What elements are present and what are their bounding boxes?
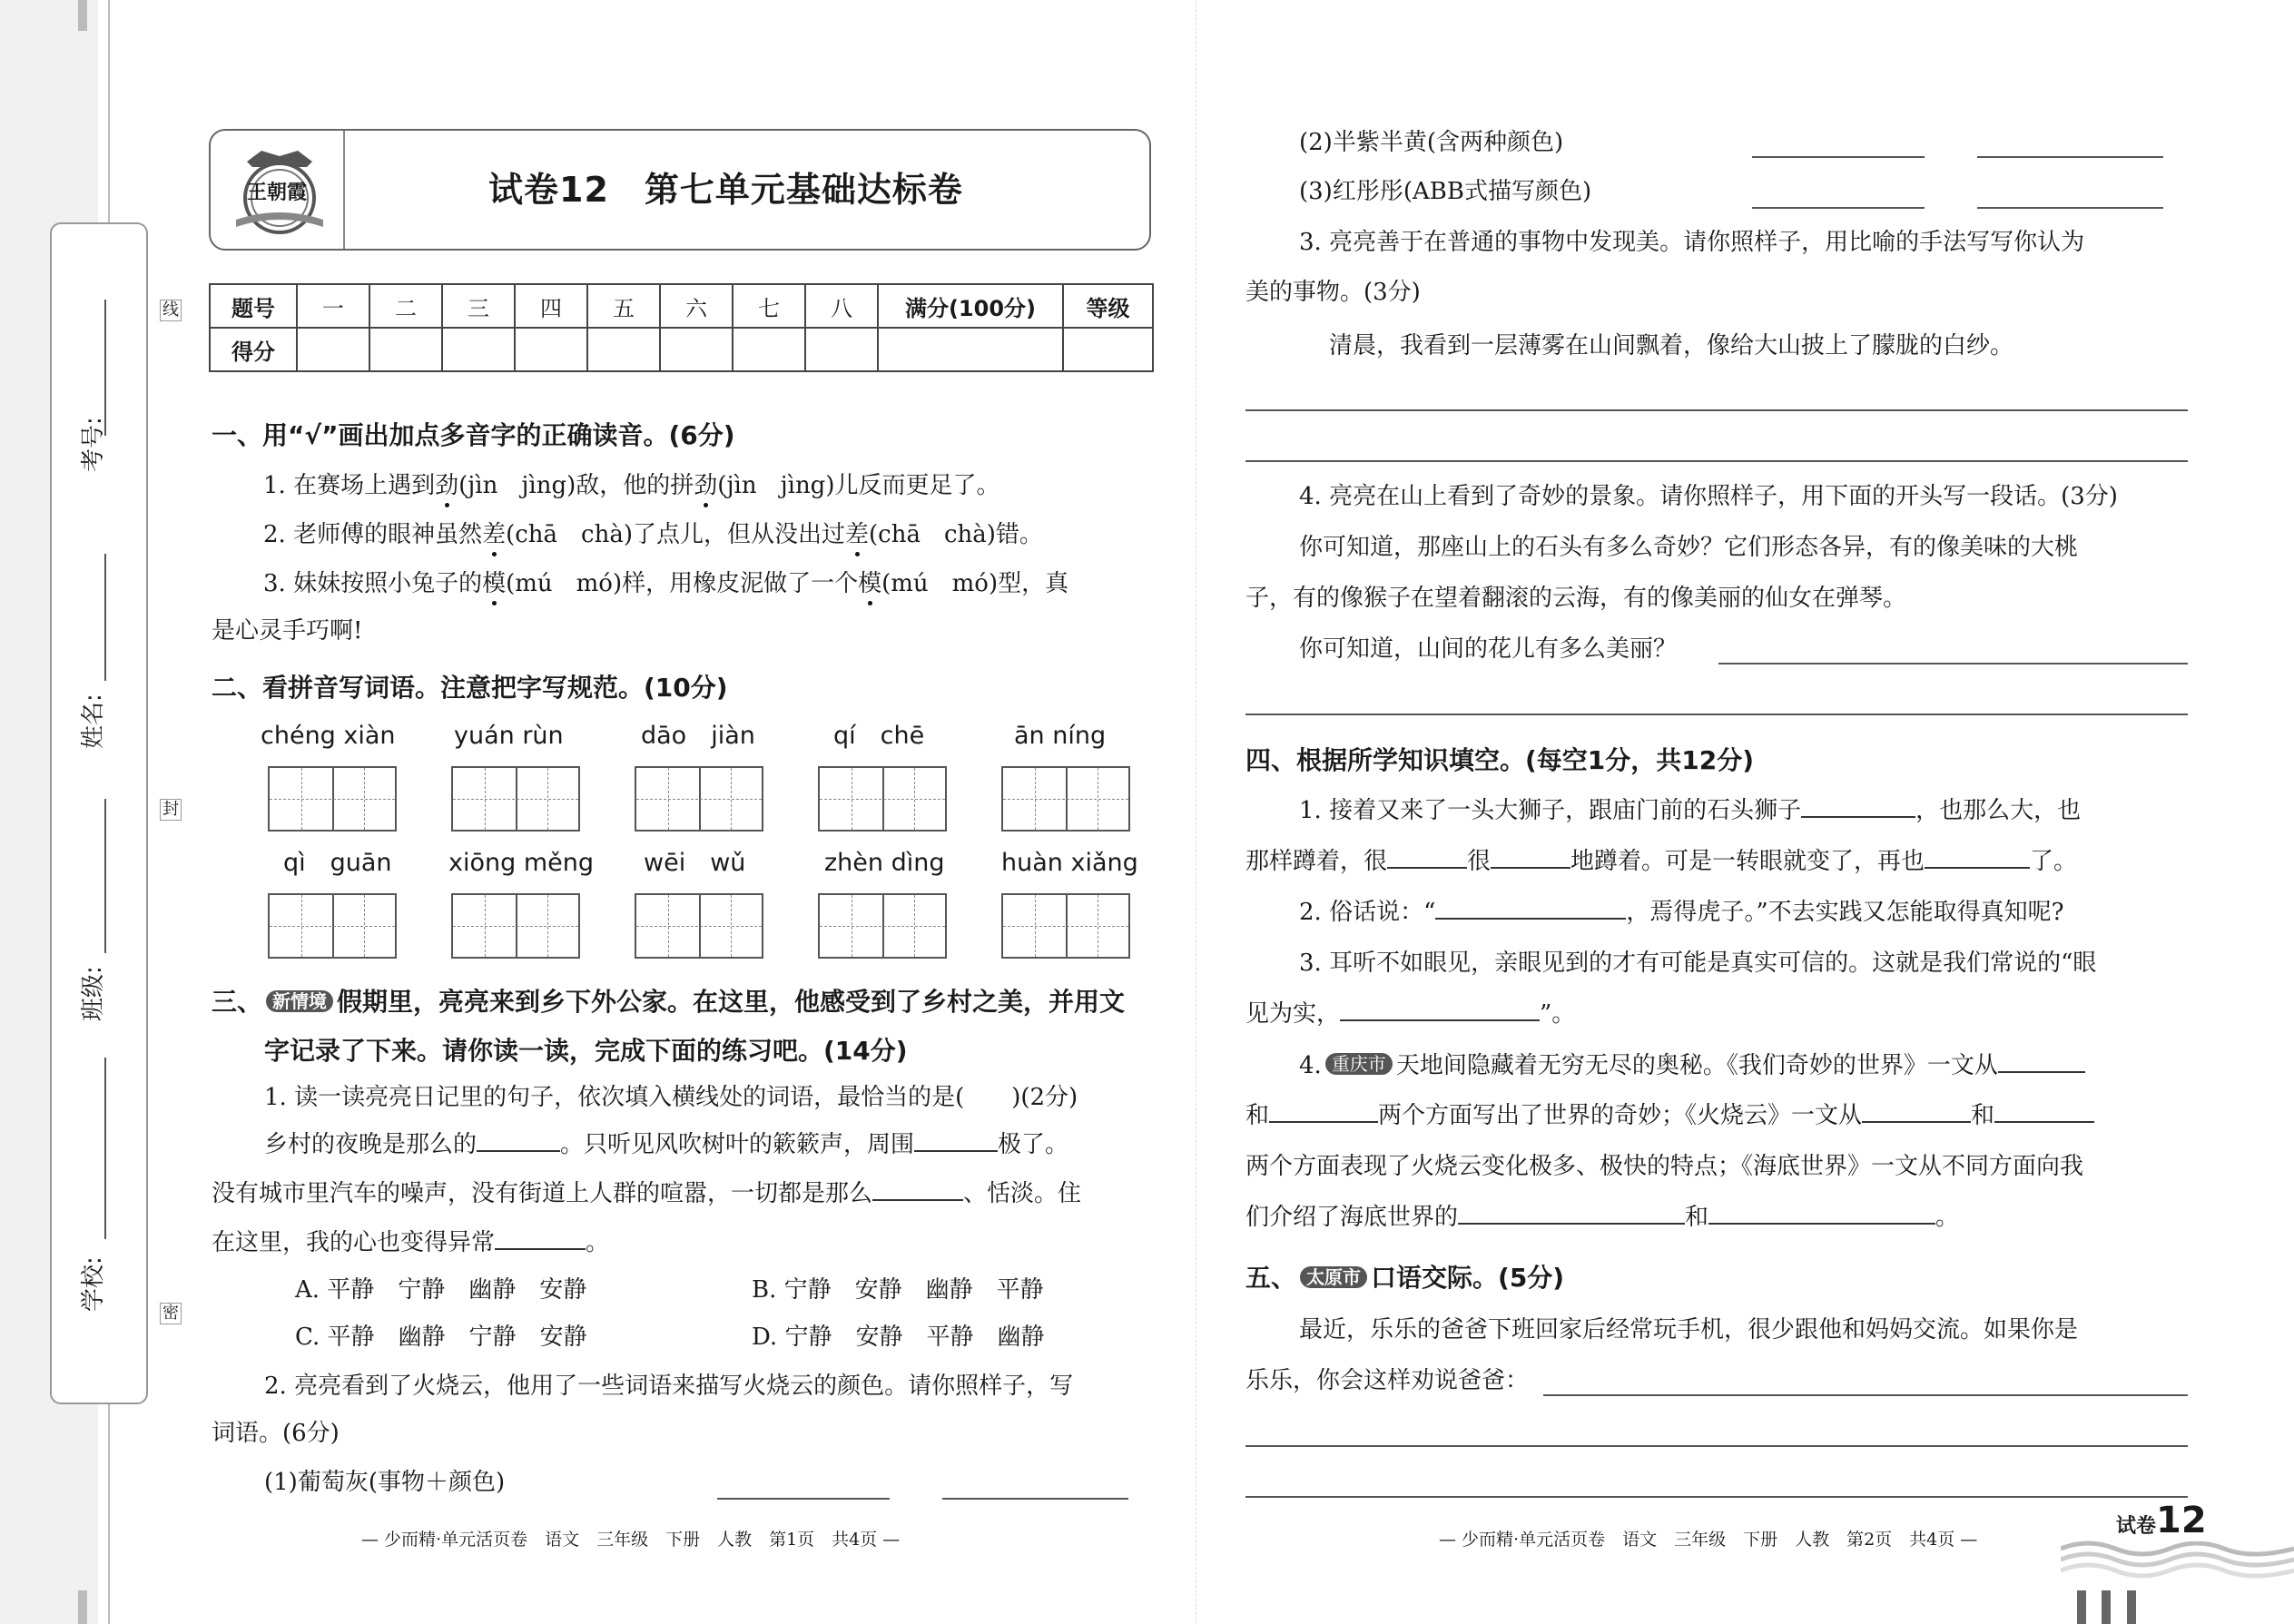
pinyin-label: qí chē (833, 722, 925, 750)
writing-grid[interactable] (1001, 893, 1130, 959)
score-cell: 题号 (210, 284, 297, 328)
q4-1-line-2: 那样蹲着，很 很 地蹲着。可是一转眼就变了，再也 了。 (1245, 848, 2078, 875)
score-cell: 四 (515, 284, 587, 328)
class-line (104, 799, 106, 953)
name-label: 姓名: (80, 694, 107, 749)
answer-blank[interactable] (914, 1149, 998, 1152)
q3-1-passage-line-1: 乡村的夜晚是那么的 。只听见风吹树叶的簌簌声，周围 极了。 (264, 1131, 1069, 1158)
writing-grid[interactable] (635, 766, 763, 832)
score-input[interactable] (369, 328, 442, 371)
region-tag-chongqing: 重庆市 (1325, 1053, 1393, 1075)
answer-blank[interactable] (1491, 866, 1570, 869)
answer-blank[interactable] (1998, 1070, 2085, 1073)
q3-1-question: 1. 读一读亮亮日记里的句子，依次填入横线处的词语，最恰当的是( )(2分) (264, 1084, 1078, 1111)
q3-title-line-1: 三、 新情境 假期里，亮亮来到乡下外公家。在这里，他感受到了乡村之美，并用文 (212, 987, 1126, 1017)
score-cell: 八 (805, 284, 878, 328)
pinyin-label: dāo jiàn (641, 722, 755, 750)
writing-grid[interactable] (451, 893, 580, 959)
q5-prompt-line-1: 最近，乐乐的爸爸下班回家后经常玩手机，很少跟他和妈妈交流。如果你是 (1299, 1316, 2079, 1343)
footer-right: — 少而精·单元活页卷 语文 三年级 下册 人教 第2页 共4页 — (1439, 1530, 1978, 1550)
score-table (209, 283, 1154, 372)
writing-grid[interactable] (635, 893, 763, 959)
q3-4-prompt: 你可知道，山间的花儿有多么美丽？ (1299, 635, 1678, 663)
logo-text: 王朝霞 (247, 182, 308, 204)
pinyin-label: chéng xiàn (261, 722, 396, 750)
bottom-bar-mark (2077, 1590, 2086, 1624)
answer-blank[interactable] (1708, 1222, 1935, 1225)
q1-sentence-1: 1. 在赛场上遇到劲(jìn jìng)敌，他的拼劲(jìn jìng)儿反而更足了。 (263, 472, 1000, 499)
page-title: 试卷12 第七单元基础达标卷 (488, 170, 963, 210)
q1-title: 一、用“√”画出加点多音字的正确读音。(6分) (212, 420, 735, 450)
answer-line[interactable] (1752, 207, 1925, 209)
writing-grid[interactable] (818, 893, 947, 959)
option-a[interactable]: A. 平静 宁静 幽静 安静 (295, 1276, 587, 1304)
q5-prompt-line-2: 乐乐，你会这样劝说爸爸： (1245, 1367, 1530, 1394)
class-label: 班级: (80, 966, 107, 1021)
score-input[interactable] (660, 328, 733, 371)
score-cell: 等级 (1063, 284, 1153, 328)
answer-line[interactable] (1245, 1445, 2188, 1447)
q4-2-line: 2. 俗话说：“ ，焉得虎子。”不去实践又怎能取得真知呢? (1299, 899, 2064, 926)
q4-1-line-1: 1. 接着又来了一头大狮子，跟庙门前的石头狮子 ，也那么大，也 (1299, 797, 2082, 824)
q3-title-line-2: 字记录了下来。请你读一读，完成下面的练习吧。(14分) (264, 1036, 908, 1066)
score-cell: 三 (442, 284, 515, 328)
writing-grid[interactable] (818, 766, 947, 832)
writing-grid[interactable] (1001, 766, 1130, 832)
pinyin-label: xiōng měng (448, 849, 594, 877)
q3-2-item-1: (1)葡萄灰(事物＋颜色) (264, 1469, 506, 1496)
q4-3-line-1: 3. 耳听不如眼见，亲眼见到的才有可能是真实可信的。这就是我们常说的“眼 (1299, 950, 2097, 977)
q3-2-item-3: (3)红彤彤(ABB式描写颜色) (1299, 178, 1592, 205)
score-input[interactable] (878, 328, 1063, 371)
score-input[interactable] (587, 328, 660, 371)
left-edge-mark-top (78, 0, 87, 31)
paper-badge-number: 12 (2156, 1500, 2207, 1541)
score-input[interactable] (1063, 328, 1153, 371)
title-banner (209, 129, 1151, 251)
score-cell: 一 (297, 284, 369, 328)
pinyin-label: huàn xiǎng (1001, 849, 1138, 877)
new-context-tag: 新情境 (266, 990, 333, 1012)
pinyin-label: qì guān (283, 849, 392, 877)
pinyin-label: ān níng (1014, 722, 1107, 750)
q3-3-question: 3. 亮亮善于在普通的事物中发现美。请你照样子，用比喻的手法写写你认为 (1299, 229, 2085, 256)
q3-2-question: 2. 亮亮看到了火烧云，他用了一些词语来描写火烧云的颜色。请你照样子，写 (264, 1373, 1074, 1400)
writing-grid[interactable] (451, 766, 580, 832)
writing-grid[interactable] (268, 893, 397, 959)
binding-mark-line: 线 (160, 300, 182, 321)
answer-line[interactable] (1977, 156, 2163, 158)
answer-blank[interactable] (1801, 815, 1915, 818)
q3-3-example: 清晨，我看到一层薄雾在山间飘着，像给大山披上了朦胧的白纱。 (1329, 332, 2014, 359)
q4-title: 四、根据所学知识填空。(每空1分，共12分) (1245, 745, 1755, 775)
q4-4-line-3: 两个方面表现了火烧云变化极多、极快的特点；《海底世界》一文从不同方面向我 (1245, 1153, 2084, 1180)
answer-blank[interactable] (1862, 1120, 1971, 1123)
pinyin-label: zhèn dìng (824, 849, 945, 877)
answer-blank[interactable] (1340, 1019, 1540, 1021)
answer-blank[interactable] (1994, 1120, 2094, 1123)
answer-blank[interactable] (495, 1247, 586, 1250)
footer-left: — 少而精·单元活页卷 语文 三年级 下册 人教 第1页 共4页 — (361, 1530, 901, 1550)
paper-badge-label: 试卷 (2116, 1515, 2157, 1538)
bottom-bar-mark (2127, 1590, 2136, 1624)
region-tag-taiyuan: 太原市 (1300, 1266, 1367, 1288)
score-input[interactable] (297, 328, 369, 371)
answer-line[interactable] (1718, 663, 2188, 664)
q3-1-passage-line-3: 在这里，我的心也变得异常 。 (212, 1229, 610, 1256)
answer-blank[interactable] (477, 1149, 560, 1152)
answer-line[interactable] (717, 1498, 890, 1500)
score-input[interactable] (733, 328, 805, 371)
score-value-row (210, 328, 1153, 371)
q4-4-line-2: 和 两个方面写出了世界的奇妙；《火烧云》一文从 和 (1245, 1104, 2094, 1127)
brand-logo (231, 142, 329, 240)
q3-3-question-cont: 美的事物。(3分) (1245, 279, 1421, 306)
answer-line[interactable] (1245, 714, 2188, 715)
q3-4-example-line-2: 子，有的像猴子在望着翻滚的云海，有的像美丽的仙女在弹琴。 (1245, 585, 1907, 612)
q1-sentence-3-cont: 是心灵手巧啊! (212, 617, 363, 645)
binding-mark-secret: 密 (160, 1303, 182, 1324)
answer-line[interactable] (1245, 409, 2188, 411)
left-edge-mark-bottom (78, 1590, 87, 1624)
answer-line[interactable] (1977, 207, 2163, 209)
score-input[interactable] (515, 328, 587, 371)
q5-title: 五、 太原市 口语交际。(5分) (1245, 1263, 1565, 1293)
answer-blank[interactable] (1387, 866, 1467, 869)
q4-4-line-1: 4. 重庆市 天地间隐藏着无穷无尽的奥秘。《我们奇妙的世界》一文从 (1299, 1053, 2085, 1078)
q3-4-question: 4. 亮亮在山上看到了奇妙的景象。请你照样子，用下面的开头写一段话。(3分) (1299, 483, 2118, 510)
name-line (104, 554, 106, 681)
answer-blank[interactable] (1269, 1120, 1378, 1123)
exam-number-line (104, 300, 106, 436)
pinyin-label: wēi wǔ (644, 849, 746, 877)
pinyin-label: yuán rùn (454, 722, 564, 750)
student-info-box (50, 222, 148, 1404)
answer-blank[interactable] (1458, 1222, 1685, 1225)
exam-number-label: 考号: (80, 417, 107, 472)
score-cell: 得分 (210, 328, 297, 371)
q1-sentence-3: 3. 妹妹按照小兔子的模(mú mó)样，用橡皮泥做了一个模(mú mó)型，真 (263, 570, 1069, 597)
answer-blank[interactable] (872, 1198, 963, 1201)
option-d[interactable]: D. 宁静 安静 平静 幽静 (752, 1324, 1045, 1351)
logo-divider (343, 131, 345, 249)
bottom-bar-mark (2102, 1590, 2111, 1624)
answer-blank[interactable] (1925, 866, 2030, 869)
answer-line[interactable] (1245, 460, 2188, 462)
school-label: 学校: (80, 1256, 107, 1312)
score-input[interactable] (442, 328, 515, 371)
writing-grid[interactable] (268, 766, 397, 832)
answer-line[interactable] (942, 1498, 1128, 1500)
q4-4-line-4: 们介绍了海底世界的 和 。 (1245, 1204, 1960, 1231)
binding-mark-seal: 封 (160, 799, 182, 821)
q3-4-example-line-1: 你可知道，那座山上的石头有多么奇妙？它们形态各异，有的像美味的大桃 (1299, 534, 2079, 561)
score-cell: 六 (660, 284, 733, 328)
option-b[interactable]: B. 宁静 安静 幽静 平静 (752, 1276, 1044, 1304)
answer-blank[interactable] (1435, 917, 1626, 920)
score-cell: 二 (369, 284, 442, 328)
q3-2-question-cont: 词语。(6分) (212, 1420, 340, 1447)
school-line (104, 1058, 106, 1239)
q4-3-line-2: 见为实， ”。 (1245, 1000, 1576, 1028)
q2-title: 二、看拼音写词语。注意把字写规范。(10分) (212, 673, 728, 703)
q3-2-item-2: (2)半紫半黄(含两种颜色) (1299, 129, 1564, 156)
option-c[interactable]: C. 平静 幽静 宁静 安静 (295, 1324, 587, 1351)
score-header-row (210, 284, 1153, 328)
answer-line[interactable] (1752, 156, 1925, 158)
q1-sentence-2: 2. 老师傅的眼神虽然差(chā chà)了点儿，但从没出过差(chā chà)错。 (263, 521, 1043, 548)
answer-line[interactable] (1245, 1496, 2188, 1498)
answer-line[interactable] (1543, 1394, 2188, 1396)
score-cell: 七 (733, 284, 805, 328)
paper-badge (2111, 1500, 2212, 1541)
score-cell: 满分(100分) (878, 284, 1063, 328)
score-cell: 五 (587, 284, 660, 328)
score-input[interactable] (805, 328, 878, 371)
q3-1-passage-line-2: 没有城市里汽车的噪声，没有街道上人群的喧嚣，一切都是那么 、恬淡。住 (212, 1180, 1082, 1207)
